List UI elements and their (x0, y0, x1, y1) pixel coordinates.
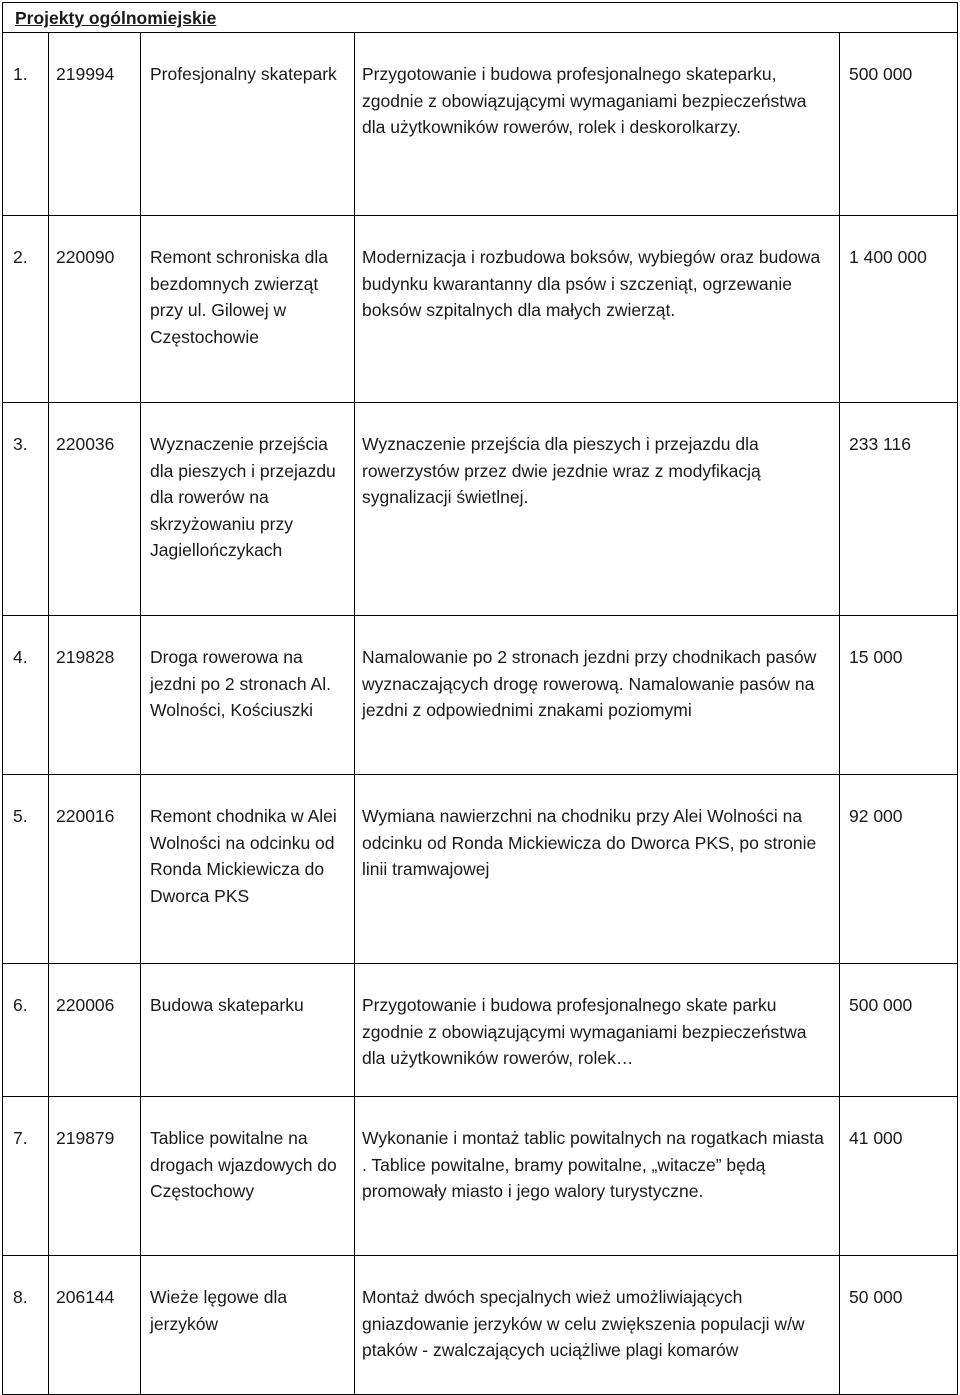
table-row (3, 1256, 958, 1395)
table-row (3, 403, 958, 616)
project-description: Przygotowanie i budowa profesjonalnego skate parku zgodnie z obowiązującymi wymaganiami bezpieczeństwa dla użytkowników rowerów, rolek… (355, 964, 840, 1097)
project-amount: 500 000 (840, 964, 958, 1097)
section-heading: Projekty ogólnomiejskie (3, 3, 958, 33)
project-id: 219828 (49, 616, 141, 775)
table-row (3, 964, 958, 1097)
row-number: 2. (3, 216, 49, 403)
project-id: 219879 (49, 1097, 141, 1256)
project-id: 219994 (49, 33, 141, 216)
project-amount: 92 000 (840, 775, 958, 964)
project-title: Droga rowerowa na jezdni po 2 stronach Al. Wolności, Kościuszki (141, 616, 355, 775)
project-title: Wyznaczenie przejścia dla pieszych i przejazdu dla rowerów na skrzyżowaniu przy Jagiellończykach (141, 403, 355, 616)
project-id: 220090 (49, 216, 141, 403)
project-title: Tablice powitalne na drogach wjazdowych do Częstochowy (141, 1097, 355, 1256)
row-number: 4. (3, 616, 49, 775)
project-description: Wykonanie i montaż tablic powitalnych na rogatkach miasta . Tablice powitalne, bramy powitalne, „witacze” będą promowały miasto i jego walory turystyczne. (355, 1097, 840, 1256)
project-id: 206144 (49, 1256, 141, 1395)
row-number: 6. (3, 964, 49, 1097)
project-title: Budowa skateparku (141, 964, 355, 1097)
project-title: Remont chodnika w Alei Wolności na odcinku od Ronda Mickiewicza do Dworca PKS (141, 775, 355, 964)
project-amount: 1 400 000 (840, 216, 958, 403)
project-amount: 500 000 (840, 33, 958, 216)
project-id: 220006 (49, 964, 141, 1097)
project-description: Modernizacja i rozbudowa boksów, wybiegów oraz budowa budynku kwarantanny dla psów i szczeniąt, ogrzewanie boksów szpitalnych dla małych zwierząt. (355, 216, 840, 403)
project-description: Przygotowanie i budowa profesjonalnego skateparku, zgodnie z obowiązującymi wymaganiami bezpieczeństwa dla użytkowników rowerów, rolek i deskorolkarzy. (355, 33, 840, 216)
project-description: Wyznaczenie przejścia dla pieszych i przejazdu dla rowerzystów przez dwie jezdnie wraz z modyfikacją sygnalizacji świetlnej. (355, 403, 840, 616)
table-row (3, 616, 958, 775)
table-row (3, 1097, 958, 1256)
project-amount: 233 116 (840, 403, 958, 616)
project-title: Profesjonalny skatepark (141, 33, 355, 216)
row-number: 3. (3, 403, 49, 616)
projects-table (2, 2, 958, 1395)
table-row (3, 775, 958, 964)
project-description: Montaż dwóch specjalnych wież umożliwiających gniazdowanie jerzyków w celu zwiększenia populacji w/w ptaków - zwalczających uciążliwe plagi komarów (355, 1256, 840, 1395)
project-amount: 15 000 (840, 616, 958, 775)
row-number: 8. (3, 1256, 49, 1395)
project-description: Namalowanie po 2 stronach jezdni przy chodnikach pasów wyznaczających drogę rowerową. Namalowanie pasów na jezdni z odpowiednimi znakami poziomymi (355, 616, 840, 775)
row-number: 7. (3, 1097, 49, 1256)
table-row (3, 33, 958, 216)
row-number: 1. (3, 33, 49, 216)
project-id: 220036 (49, 403, 141, 616)
project-amount: 41 000 (840, 1097, 958, 1256)
table-row (3, 216, 958, 403)
project-id: 220016 (49, 775, 141, 964)
project-amount: 50 000 (840, 1256, 958, 1395)
project-title: Remont schroniska dla bezdomnych zwierząt przy ul. Gilowej w Częstochowie (141, 216, 355, 403)
row-number: 5. (3, 775, 49, 964)
project-title: Wieże lęgowe dla jerzyków (141, 1256, 355, 1395)
project-description: Wymiana nawierzchni na chodniku przy Alei Wolności na odcinku od Ronda Mickiewicza do Dworca PKS, po stronie linii tramwajowej (355, 775, 840, 964)
heading-row (3, 3, 958, 33)
